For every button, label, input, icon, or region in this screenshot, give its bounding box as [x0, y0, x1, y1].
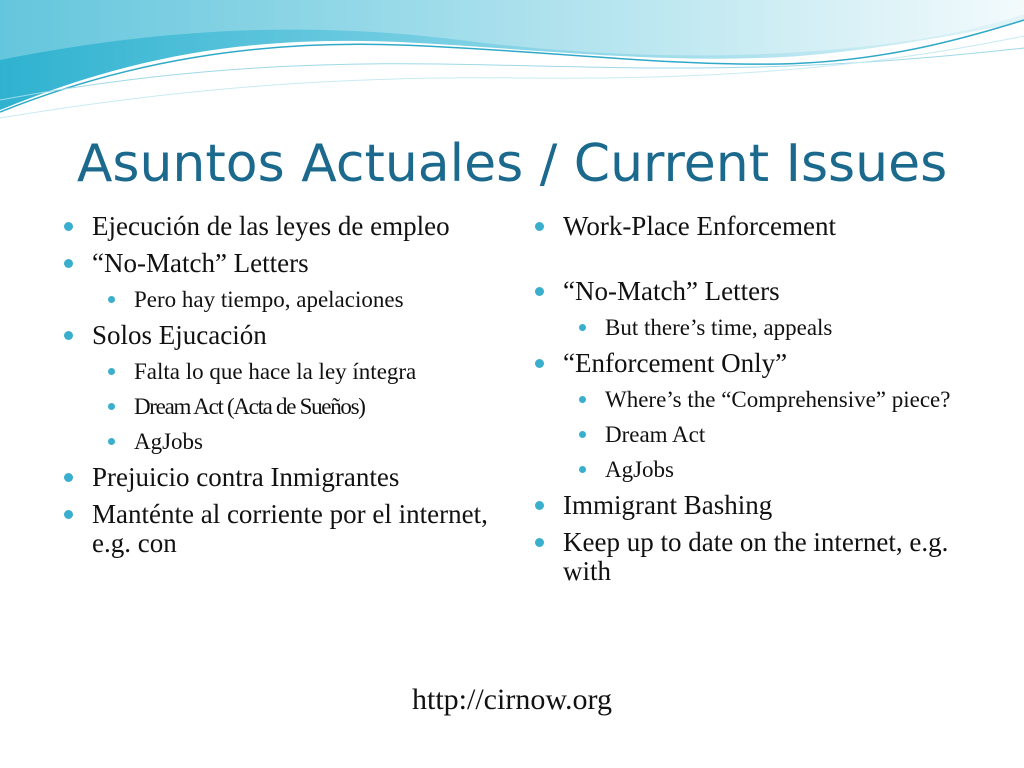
sub-list-item-text: AgJobs — [134, 429, 204, 454]
sub-list-item-text: But there’s time, appeals — [605, 315, 833, 340]
sub-list-item — [64, 393, 504, 420]
list-item-text: Work-Place Enforcement — [563, 211, 836, 241]
bullet-dot-icon — [535, 222, 544, 231]
bullet-dot-icon — [535, 501, 544, 510]
sub-list-item-text: AgJobs — [605, 457, 675, 482]
list-item-text: Immigrant Bashing — [563, 490, 773, 520]
sub-list-item — [64, 428, 504, 455]
cirnow-link[interactable]: http://cirnow.org — [412, 683, 612, 716]
sub-list-item-text: Dream Act (Acta de Sueños) — [134, 394, 365, 419]
sub-list-item-text: Pero hay tiempo, apelaciones — [134, 287, 404, 312]
left-column — [64, 212, 504, 558]
list-item-text: Keep up to date on the internet, e.g. with — [563, 527, 949, 586]
bullet-dot-icon — [535, 287, 544, 296]
list-item — [535, 212, 980, 241]
bullet-dot-icon — [579, 396, 586, 403]
bullet-dot-icon — [64, 473, 73, 482]
bullet-dot-icon — [64, 222, 73, 231]
list-item — [535, 491, 980, 520]
bullet-dot-icon — [64, 510, 73, 519]
sub-list-item — [535, 421, 980, 448]
bullet-dot-icon — [579, 431, 586, 438]
bullet-dot-icon — [579, 466, 586, 473]
bullet-dot-icon — [108, 368, 115, 375]
list-item-text: “Enforcement Only” — [563, 348, 788, 378]
list-item-text: Ejecución de las leyes de empleo — [92, 211, 450, 241]
sub-list-item — [535, 386, 980, 413]
bullet-dot-icon — [64, 331, 73, 340]
list-item-text: “No-Match” Letters — [563, 276, 780, 306]
list-item — [64, 463, 504, 492]
list-item-text: Manténte al corriente por el internet, e.g. con — [92, 499, 488, 558]
sub-list-item-text: Falta lo que hace la ley íntegra — [134, 359, 417, 384]
bullet-dot-icon — [535, 538, 544, 547]
bullet-dot-icon — [108, 403, 115, 410]
list-item — [535, 277, 980, 306]
sub-list-item — [64, 286, 504, 313]
slide-title: Asuntos Actuales / Current Issues — [76, 134, 948, 194]
list-item — [64, 249, 504, 278]
bullet-dot-icon — [535, 359, 544, 368]
bullet-dot-icon — [64, 259, 73, 268]
list-item — [535, 528, 980, 586]
sub-list-item-text: Where’s the “Comprehensive” piece? — [605, 387, 951, 412]
right-column — [535, 212, 980, 586]
sub-list-item — [64, 358, 504, 385]
list-item-text: “No-Match” Letters — [92, 248, 309, 278]
bullet-dot-icon — [579, 324, 586, 331]
sub-list-item — [535, 314, 980, 341]
bullet-dot-icon — [108, 438, 115, 445]
teal-wave-banner — [0, 0, 1024, 125]
sub-list-item — [535, 456, 980, 483]
sub-list-item-text: Dream Act — [605, 422, 706, 447]
list-item-text: Solos Ejucación — [92, 320, 267, 350]
list-item — [64, 321, 504, 350]
list-item-text: Prejuicio contra Inmigrantes — [92, 462, 400, 492]
list-item — [64, 212, 504, 241]
bullet-dot-icon — [108, 296, 115, 303]
list-item — [64, 500, 504, 558]
list-item — [535, 349, 980, 378]
